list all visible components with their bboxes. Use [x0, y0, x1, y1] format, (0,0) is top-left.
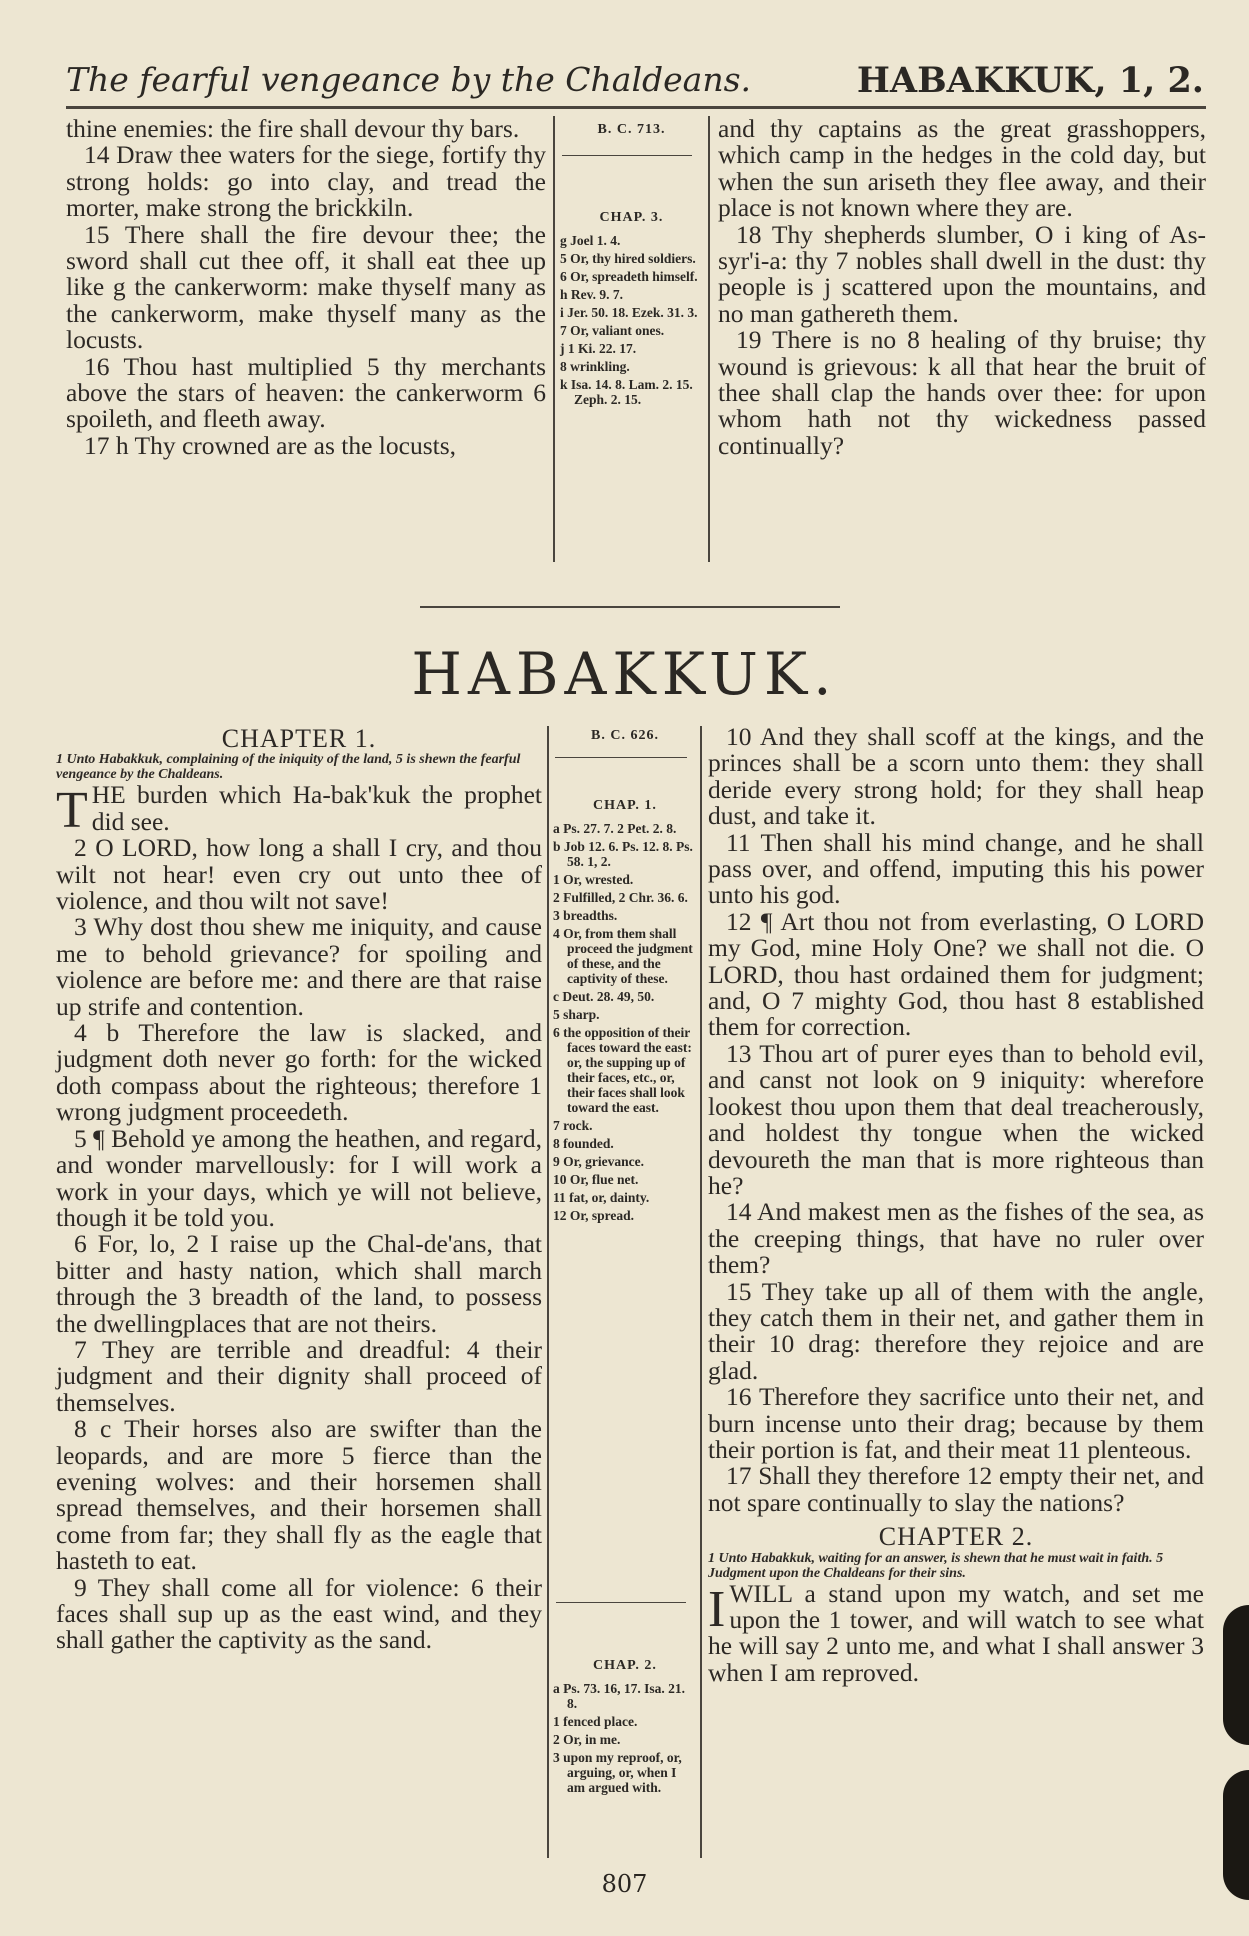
running-head-left: The fearful vengeance by the Chaldeans.	[66, 60, 752, 99]
chapter1-left-column	[56, 726, 542, 1654]
verse-paragraph: 3 Why dost thou shew me iniquity, and cause me to behold grievance? for spoiling and violence are before me: and there are that raise up strife and contention.	[56, 912, 542, 1021]
margin-ref: b Job 12. 6. Ps. 12. 8. Ps. 58. 1, 2.	[553, 839, 693, 869]
margin-ref: 12 Or, spread.	[553, 1208, 635, 1223]
section-rule	[420, 606, 840, 608]
verse-paragraph: 5 ¶ Behold ye among the heathen, and regard, and wonder marvellously: for I will work a work in your days, which ye will not believe, though it be told you.	[56, 1123, 542, 1232]
margin-ref: j 1 Ki. 22. 17.	[560, 341, 637, 356]
header-rule	[66, 106, 1206, 109]
verse-paragraph: 16 Therefore they sacrifice unto their net, and burn incense unto their drag; because by them their portion is fat, and their meat 11 plenteous.	[708, 1382, 1204, 1464]
chapter-summary: 1 Unto Habakkuk, waiting for an answer, is shewn that he must wait in faith. 5 Judgment upon the Chaldeans for their sins.	[708, 1550, 1164, 1581]
margin-ref: 1 fenced place.	[553, 1714, 638, 1729]
top-margin-references	[560, 122, 703, 410]
first-verse-text: HE burden which Ha-bak'kuk the prophet did see.	[91, 780, 542, 836]
verse-paragraph: 7 They are terrible and dreadful: 4 their judgment and their dignity shall proceed of themselves.	[56, 1334, 542, 1417]
page-number: 807	[601, 1870, 648, 1898]
verse-paragraph: 18 Thy shepherds slumber, O i king of As-syr'i-a: thy 7 nobles shall dwell in the dust: thy people is j scattered upon the mountains, and no man gathereth them.	[718, 219, 1206, 328]
margin-ref: 8 founded.	[553, 1136, 614, 1151]
margin-ref: 3 upon my reproof, or, arguing, or, when I am argued with.	[553, 1750, 682, 1795]
verse-paragraph: 19 There is no 8 healing of thy bruise; thy wound is grievous: k all that hear the bruit of thee shall clap the hands over thee: for upon whom hath not thy wickedness passed continually?	[718, 325, 1206, 460]
top-left-column	[66, 116, 546, 459]
column-rule	[547, 726, 549, 1858]
margin-date: B. C. 713.	[597, 122, 666, 137]
chapter-heading: CHAPTER 2.	[878, 1522, 1034, 1552]
margin-ref: 1 Or, wrested.	[553, 872, 634, 887]
margin-ref: 7 rock.	[553, 1118, 593, 1133]
chapter1-margin-references	[553, 728, 697, 1226]
verse-paragraph: 16 Thou hast multiplied 5 thy merchants above the stars of heaven: the cankerworm 6 spoileth, and fleeth away.	[66, 351, 546, 434]
margin-ref: 6 the opposition of their faces toward the east: or, the supping up of their faces, etc., or, their faces shall look toward the east.	[553, 1025, 692, 1115]
verse-paragraph: 14 Draw thee waters for the siege, fortify thy strong holds: go into clay, and tread the morter, make strong the brickkiln.	[66, 140, 546, 223]
margin-rule	[562, 155, 692, 156]
margin-ref: 10 Or, flue net.	[553, 1172, 639, 1187]
margin-ref: a Ps. 73. 16, 17. Isa. 21. 8.	[553, 1681, 686, 1711]
margin-ref: g Joel 1. 4.	[560, 233, 621, 248]
verse-paragraph: 13 Thou art of purer eyes than to behold evil, and canst not look on 9 iniquity: wherefore lookest thou upon them that deal treacherously, and holdest thy tongue when the wicked devoureth the man that is more righteous than he?	[708, 1038, 1204, 1200]
verse-paragraph: 14 And makest men as the fishes of the sea, as the creeping things, that have no ruler over them?	[708, 1197, 1204, 1280]
margin-ref: 2 Fulfilled, 2 Chr. 36. 6.	[553, 890, 688, 905]
margin-ref: 8 wrinkling.	[560, 359, 630, 374]
column-rule	[700, 726, 702, 1858]
margin-ref: 7 Or, valiant ones.	[560, 323, 665, 338]
verse-paragraph	[56, 780, 542, 840]
drop-cap: T	[56, 782, 88, 840]
verse-paragraph: 9 They shall come all for violence: 6 their faces shall sup up as the east wind, and they shall gather the captivity as the sand.	[56, 1572, 542, 1655]
margin-ref: 5 sharp.	[553, 1007, 600, 1022]
margin-rule	[555, 757, 687, 758]
chapter-summary: 1 Unto Habakkuk, complaining of the iniquity of the land, 5 is shewn the fearful vengeance by the Chaldeans.	[56, 752, 521, 783]
margin-ref: i Jer. 50. 18. Ezek. 31. 3.	[560, 305, 698, 320]
first-verse-text: WILL a stand upon my watch, and set me upon the 1 tower, and will watch to see what he will say 2 unto me, and what I shall answer 3 when I am reproved.	[708, 1578, 1204, 1687]
margin-ref: 11 fat, or, dainty.	[553, 1190, 650, 1205]
margin-ref: 4 Or, from them shall proceed the judgment of these, and the captivity of these.	[553, 926, 693, 986]
margin-ref: 2 Or, in me.	[553, 1732, 621, 1747]
drop-cap: I	[708, 1580, 726, 1638]
verse-paragraph: 15 There shall the fire devour thee; the sword shall cut thee off, it shall eat thee up like g the cankerworm: make thyself many as the cankerworm, make thyself many as the locusts.	[66, 219, 546, 355]
column-rule	[553, 116, 555, 562]
margin-ref: a Ps. 27. 7. 2 Pet. 2. 8.	[553, 821, 677, 836]
margin-ref: h Rev. 9. 7.	[560, 287, 624, 302]
verse-paragraph: 6 For, lo, 2 I raise up the Chal-de'ans, that bitter and hasty nation, which shall march through the 3 breadth of the land, to possess the dwellingplaces that are not theirs.	[56, 1229, 542, 1338]
verse-paragraph: 2 O LORD, how long a shall I cry, and thou wilt not hear! even cry out unto thee of violence, and thou wilt not save!	[56, 833, 542, 916]
thumb-index-tab	[1223, 1770, 1249, 1900]
margin-ref: 6 Or, spreadeth himself.	[560, 269, 698, 284]
verse-paragraph: 8 c Their horses also are swifter than the leopards, and are more 5 fierce than the evening wolves: and their horsemen shall spread themselves, and their horsemen shall come from far; they shall fly as the eagle that hasteth to eat.	[56, 1414, 542, 1576]
verse-paragraph: 17 Shall they therefore 12 empty their net, and not spare continually to slay the nations?	[708, 1461, 1204, 1517]
verse-paragraph: 11 Then shall his mind change, and he shall pass over, and offend, imputing this his power unto his god.	[708, 827, 1204, 910]
margin-chapter: CHAP. 3.	[599, 210, 664, 225]
verse-paragraph: thine enemies: the fire shall devour thy bars.	[66, 114, 520, 143]
verse-paragraph: 4 b Therefore the law is slacked, and judgment doth never go forth: for the wicked doth compass about the righteous; therefore 1 wrong judgment proceedeth.	[56, 1018, 542, 1127]
thumb-index-tab	[1223, 1605, 1249, 1745]
margin-ref: k Isa. 14. 8. Lam. 2. 15. Zeph. 2. 15.	[560, 377, 693, 407]
running-head-right: HABAKKUK, 1, 2.	[856, 60, 1204, 101]
margin-rule	[556, 1602, 686, 1603]
margin-ref: 5 Or, thy hired soldiers.	[560, 251, 696, 266]
margin-ref: 3 breadths.	[553, 908, 618, 923]
column-rule	[708, 116, 710, 562]
chapter2-margin-references	[553, 1658, 697, 1798]
verse-paragraph: 17 h Thy crowned are as the locusts,	[84, 430, 457, 460]
margin-chapter: CHAP. 1.	[593, 798, 657, 813]
margin-ref: c Deut. 28. 49, 50.	[553, 989, 655, 1004]
verse-paragraph: and thy captains as the great grasshoppers, which camp in the hedges in the cold day, but when the sun ariseth they flee away, and their place is not known where they are.	[718, 114, 1206, 223]
margin-date: B. C. 626.	[591, 728, 659, 743]
margin-ref: 9 Or, grievance.	[553, 1154, 644, 1169]
verse-paragraph: 15 They take up all of them with the angle, they catch them in their net, and gather them in their 10 drag: therefore they rejoice and are glad.	[708, 1276, 1204, 1385]
margin-chapter: CHAP. 2.	[593, 1658, 657, 1673]
chapter-heading: CHAPTER 1.	[221, 724, 377, 753]
verse-paragraph	[708, 1578, 1204, 1687]
verse-paragraph: 10 And they shall scoff at the kings, and the princes shall be a scorn unto them: they shall deride every strong hold; for they shall heap dust, and take it.	[708, 722, 1204, 831]
chapter1-right-column	[708, 724, 1204, 1686]
book-title: HABAKKUK.	[411, 640, 838, 708]
top-right-column	[718, 116, 1206, 459]
verse-paragraph: 12 ¶ Art thou not from everlasting, O LORD my God, mine Holy One? we shall not die. O LORD, thou hast ordained them for judgment; and, O 7 mighty God, thou hast 8 established them for correction.	[708, 906, 1204, 1042]
